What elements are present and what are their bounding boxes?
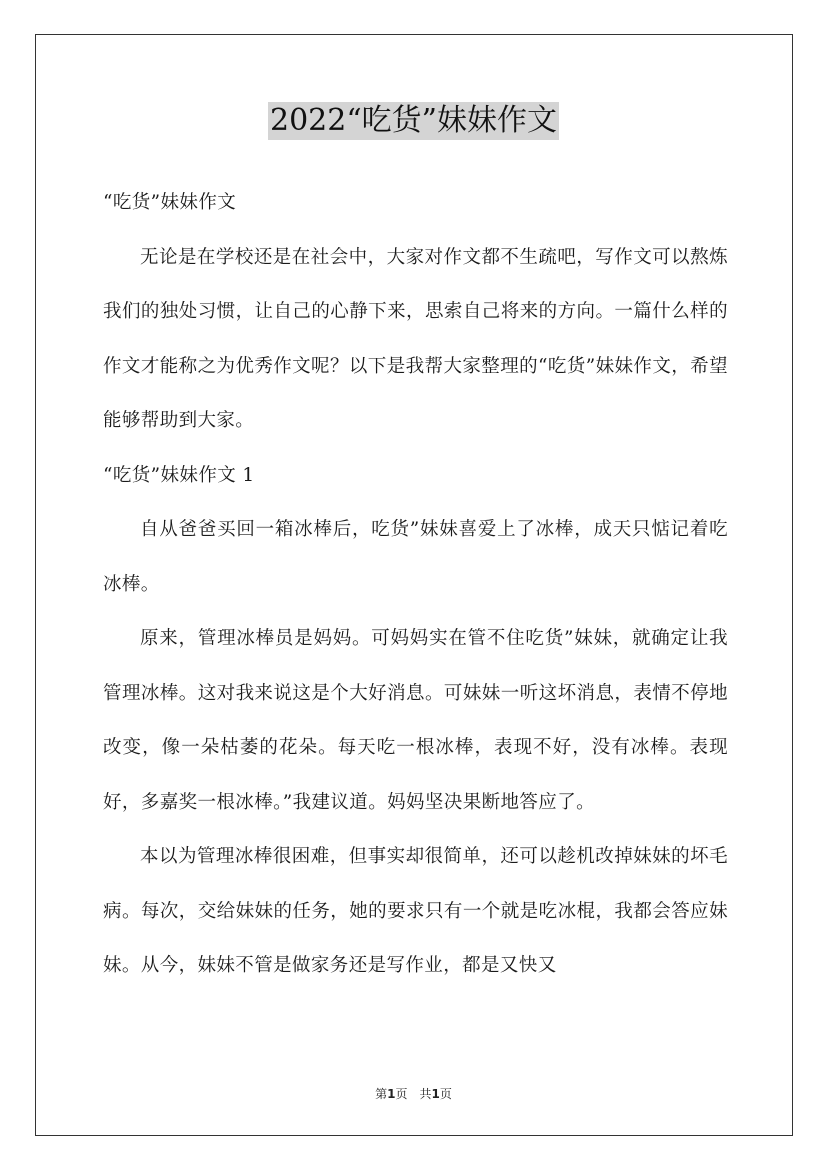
footer-page-total: 1 xyxy=(431,1087,440,1101)
paragraph-heading: “吃货”妹妹作文 xyxy=(103,192,237,213)
paragraph-body: 自从爸爸买回一箱冰棒后，吃货”妹妹喜爱上了冰棒，成天只惦记着吃冰棒。 xyxy=(103,519,728,595)
paragraph-section-heading: “吃货”妹妹作文 1 xyxy=(103,464,255,486)
footer-page-current: 1 xyxy=(387,1087,396,1101)
paragraph-body: 原来，管理冰棒员是妈妈。可妈妈实在管不住吃货”妹妹，就确定让我管理冰棒。这对我来说这是个大好消息。可妹妹一听这坏消息，表情不停地改变，像一朵枯萎的花朵。每天吃一根冰棒，表现不好，没有冰棒。表现好，多嘉奖一根冰棒。”我建议道。妈妈坚决果断地答应了。 xyxy=(103,628,728,813)
paragraph-body: 本以为管理冰棒很困难，但事实却很简单，还可以趁机改掉妹妹的坏毛病。每次，交给妹妹的任务，她的要求只有一个就是吃冰棍，我都会答应妹妹。从今，妹妹不管是做家务还是写作业，都是又快又 xyxy=(103,846,728,976)
page-footer xyxy=(0,1085,827,1102)
document-title: 2022“吃货”妹妹作文 xyxy=(269,103,558,138)
title-container xyxy=(0,102,827,140)
footer-mid: 页 共 xyxy=(395,1087,432,1101)
document-body xyxy=(103,176,728,994)
footer-prefix: 第 xyxy=(375,1087,388,1101)
footer-suffix: 页 xyxy=(439,1087,452,1101)
paragraph-intro: 无论是在学校还是在社会中，大家对作文都不生疏吧，写作文可以熬炼我们的独处习惯，让自己的心静下来，思索自己将来的方向。一篇什么样的作文才能称之为优秀作文呢？以下是我帮大家整理的“吃货”妹妹作文，希望能够帮助到大家。 xyxy=(103,246,728,431)
